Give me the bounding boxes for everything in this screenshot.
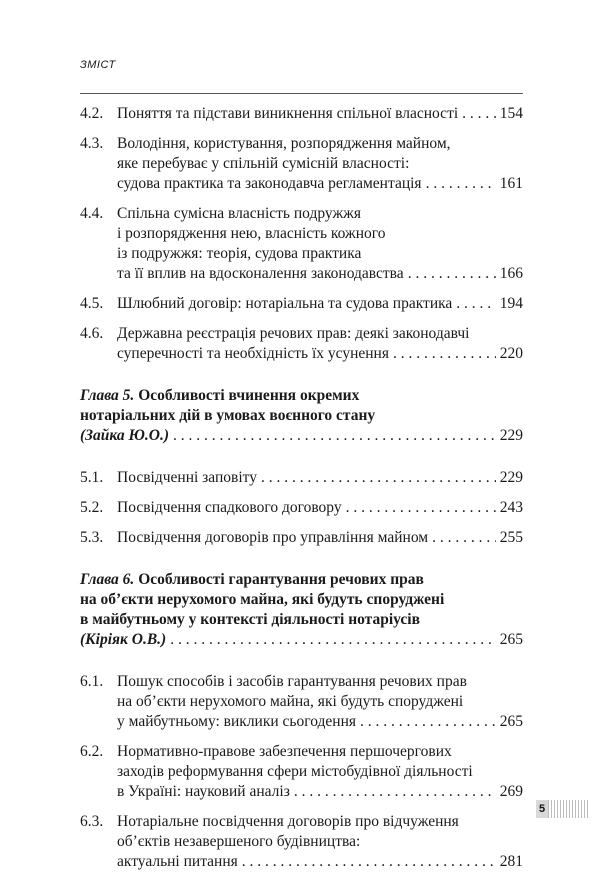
toc-entry-title-line: Державна реєстрація речових прав: деякі законодавчі <box>117 325 470 342</box>
toc-entry-title-line: заходів реформування сфери містобудівної діяльності <box>117 763 473 780</box>
toc-entry <box>80 812 523 872</box>
toc-entry <box>80 204 523 284</box>
dot-leader <box>173 426 496 446</box>
toc-entry-title-line: на об’єкти нерухомого майна, які будуть споруджені <box>117 693 464 710</box>
dot-leader <box>294 782 496 802</box>
header-rule <box>80 93 523 94</box>
toc-entry <box>80 528 523 548</box>
toc-page-number: 265 <box>499 631 523 648</box>
toc-entry-title-line: Нотаріальне посвідчення договорів про відчуження <box>117 813 459 830</box>
dot-leader <box>261 468 496 488</box>
chapter-label: Глава 5. <box>80 387 135 404</box>
toc-entry-title-line: Спільна сумісна власність подружжя <box>117 205 361 222</box>
toc-page-number: 161 <box>499 175 523 192</box>
dot-leader <box>408 264 496 284</box>
toc-page-number: 166 <box>499 265 523 282</box>
page-edge-decoration <box>548 800 588 818</box>
toc-chapter <box>80 386 523 446</box>
toc-page-number: 229 <box>499 469 523 486</box>
toc-entry-title-line: суперечності та необхідність їх усунення <box>117 345 389 362</box>
toc-entry-title-line: Пошук способів і засобів гарантування речових прав <box>117 673 467 690</box>
toc-entry-number: 4.6. <box>80 325 104 342</box>
toc-entry <box>80 134 523 194</box>
chapter-label: Глава 6. <box>80 571 135 588</box>
toc-entry <box>80 324 523 364</box>
toc-entry-number: 6.3. <box>80 813 104 830</box>
toc-entry-number: 4.3. <box>80 135 104 152</box>
chapter-title-line: Особливості вчинення окремих <box>138 387 360 404</box>
toc-page-number: 265 <box>499 713 523 730</box>
table-of-contents <box>80 104 523 872</box>
toc-entry-number: 4.5. <box>80 295 104 312</box>
toc-entry <box>80 742 523 802</box>
toc-entry-title-line: та її вплив на вдосконалення законодавства <box>117 265 404 282</box>
toc-entry-title-line: актуальні питання <box>117 853 238 870</box>
toc-entry-number: 4.2. <box>80 105 104 122</box>
toc-entry <box>80 294 523 314</box>
toc-entry-title-line: Володіння, користування, розпорядження майном, <box>117 135 451 152</box>
toc-entry-title-line: Нормативно-правове забезпечення першочергових <box>117 743 452 760</box>
toc-entry-title-line: в Україні: науковий аналіз <box>117 783 290 800</box>
dot-leader <box>462 104 496 124</box>
toc-entry-number: 5.1. <box>80 469 104 486</box>
toc-entry-title-line: об’єктів незавершеного будівництва: <box>117 833 361 850</box>
dot-leader <box>393 344 496 364</box>
chapter-author: (Зайка Ю.О.) <box>80 427 169 444</box>
toc-page-number: 281 <box>499 853 523 870</box>
toc-chapter <box>80 570 523 650</box>
dot-leader <box>170 630 496 650</box>
chapter-title-line: в майбутньому у контексті діяльності нотаріусів <box>80 611 420 628</box>
toc-page-number: 243 <box>499 499 523 516</box>
page-number-tab <box>536 800 588 818</box>
toc-entry <box>80 468 523 488</box>
dot-leader <box>346 498 496 518</box>
toc-entry-title-line: судова практика та законодавча регламентація <box>117 175 422 192</box>
toc-entry <box>80 104 523 124</box>
toc-page-number: 154 <box>499 105 523 122</box>
toc-page-number: 194 <box>499 295 523 312</box>
dot-leader <box>360 712 496 732</box>
chapter-author: (Кіріяк О.В.) <box>80 631 167 648</box>
toc-entry-number: 5.2. <box>80 499 104 516</box>
toc-entry-title-line: із подружжя: теорія, судова практика <box>117 245 362 262</box>
dot-leader <box>432 528 496 548</box>
toc-entry <box>80 672 523 732</box>
toc-entry-title-line: Шлюбний договір: нотаріальна та судова практика <box>117 295 453 312</box>
running-header: ЗМІСТ <box>80 59 116 71</box>
toc-entry-number: 4.4. <box>80 205 104 222</box>
page-number: 5 <box>536 800 548 818</box>
toc-entry-title-line: яке перебуває у спільній сумісній власності: <box>117 155 410 172</box>
toc-entry-title-line: Посвідчення спадкового договору <box>117 499 342 516</box>
dot-leader <box>456 294 495 314</box>
toc-page-number: 229 <box>499 427 523 444</box>
toc-entry-title-line: у майбутньому: виклики сьогодення <box>117 713 357 730</box>
chapter-title-line: на об’єкти нерухомого майна, які будуть споруджені <box>80 591 445 608</box>
dot-leader <box>242 852 496 872</box>
toc-entry-title-line: Посвідчення договорів про управління майном <box>117 529 429 546</box>
toc-entry-title-line: і розпорядження нею, власність кожного <box>117 225 386 242</box>
toc-entry-title-line: Посвідченні заповіту <box>117 469 257 486</box>
toc-entry-number: 5.3. <box>80 529 104 546</box>
dot-leader <box>426 174 496 194</box>
chapter-title-line: нотаріальних дій в умовах воєнного стану <box>80 407 376 424</box>
toc-entry <box>80 498 523 518</box>
toc-page-number: 220 <box>499 345 523 362</box>
toc-page-number: 269 <box>499 783 523 800</box>
chapter-title-line: Особливості гарантування речових прав <box>138 571 424 588</box>
toc-entry-number: 6.2. <box>80 743 104 760</box>
toc-entry-number: 6.1. <box>80 673 104 690</box>
toc-entry-title-line: Поняття та підстави виникнення спільної власності <box>117 105 459 122</box>
toc-page-number: 255 <box>499 529 523 546</box>
